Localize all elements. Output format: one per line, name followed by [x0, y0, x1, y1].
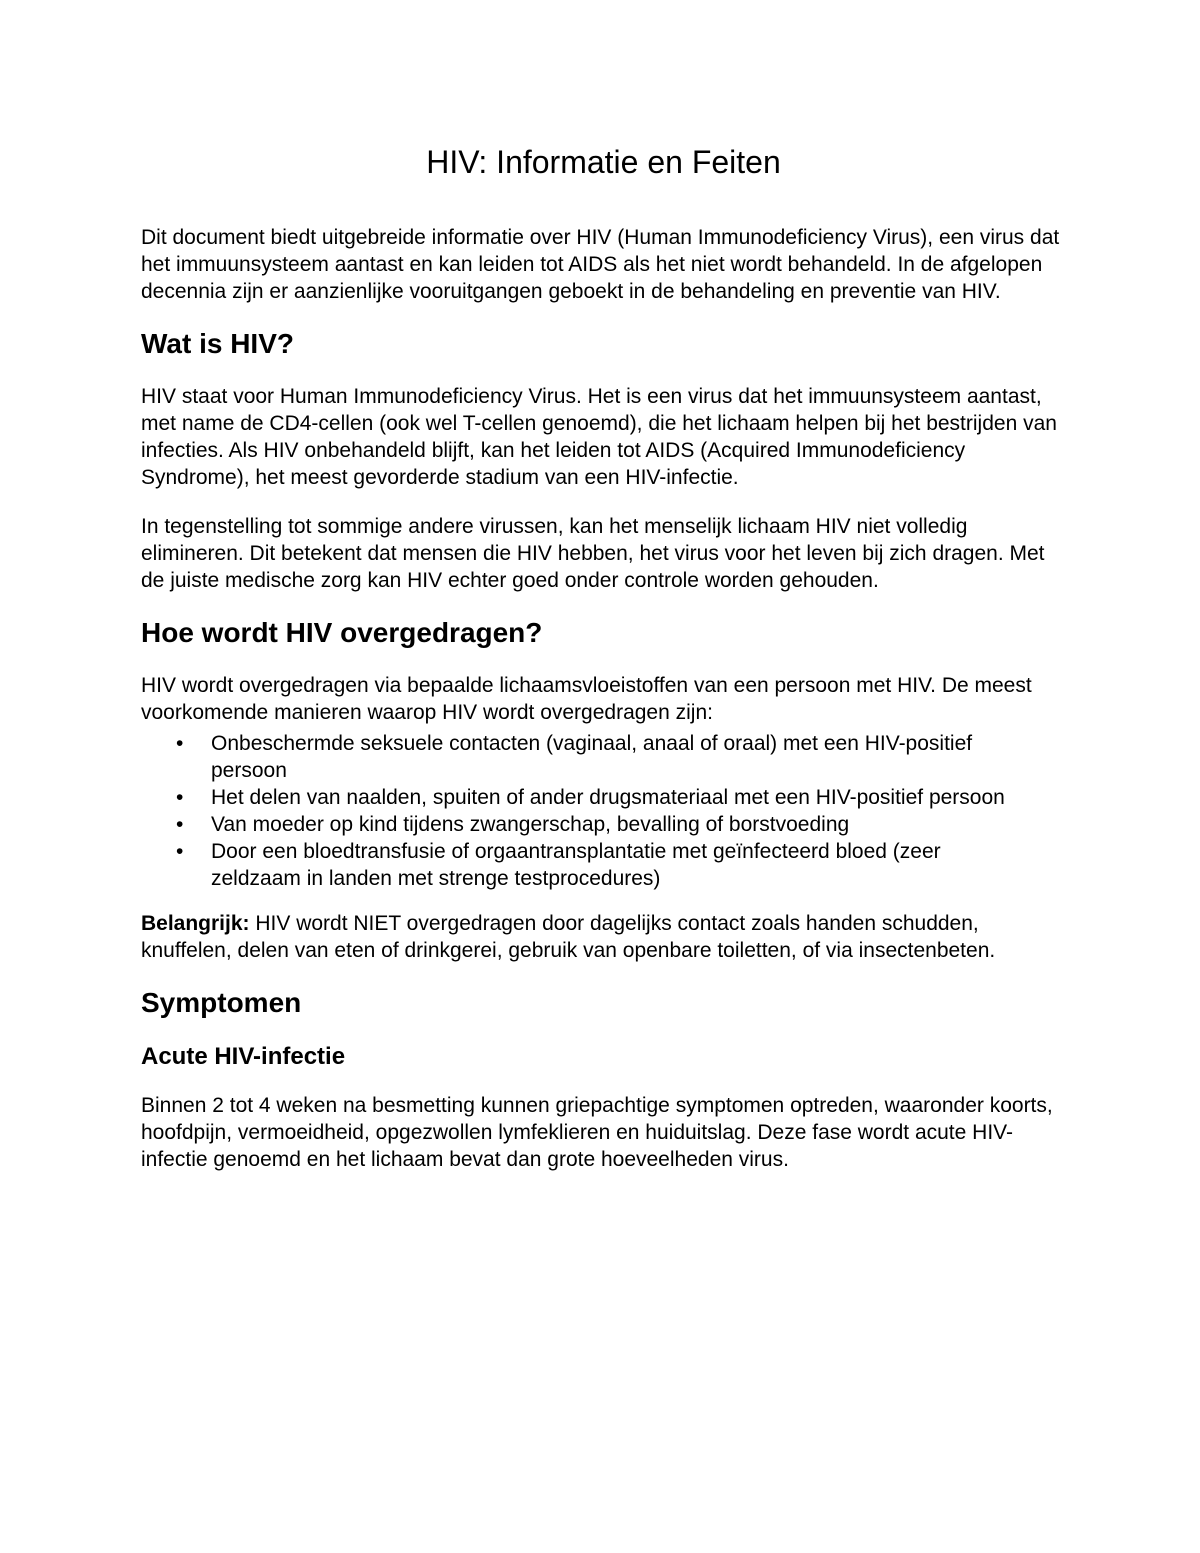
transmission-list: [141, 730, 1066, 892]
list-item: [141, 838, 1066, 892]
what-paragraph-1: HIV staat voor Human Immunodeficiency Virus. Het is een virus dat het immuunsysteem aantast, met name de CD4-cellen (ook wel T-cellen genoemd), die het lichaam helpen bij het bestrijden van infecties. Als HIV onbehandeld blijft, kan het leiden tot AIDS (Acquired Immunodeficiency Syndrome), het meest gevorderde stadium van een HIV-infectie.: [141, 385, 1057, 489]
bullet-icon: •: [176, 786, 184, 809]
heading-transmission: Hoe wordt HIV overgedragen?: [141, 617, 543, 648]
list-item: [141, 784, 1066, 811]
list-item-text: Door een bloedtransfusie of orgaantransplantatie met geïnfecteerd bloed (zeer zeldzaam in landen met strenge testprocedures): [211, 840, 941, 890]
list-item-text: Onbeschermde seksuele contacten (vaginaal, anaal of oraal) met een HIV-positief persoon: [211, 732, 973, 782]
list-item: [141, 730, 1066, 784]
heading-symptoms: Symptomen: [141, 987, 302, 1018]
document-title: HIV: Informatie en Feiten: [426, 144, 781, 180]
list-item-text: Het delen van naalden, spuiten of ander drugsmateriaal met een HIV-positief persoon: [211, 786, 1005, 809]
important-text: HIV wordt NIET overgedragen door dagelijks contact zoals handen schudden, knuffelen, delen van eten of drinkgerei, gebruik van openbare toiletten, of via insectenbeten.: [141, 912, 996, 962]
what-paragraph-2: In tegenstelling tot sommige andere virussen, kan het menselijk lichaam HIV niet volledig elimineren. Dit betekent dat mensen die HIV hebben, het virus voor het leven bij zich dragen. Met de juiste medische zorg kan HIV echter goed onder controle worden gehouden.: [141, 515, 1045, 592]
symptoms-paragraph: Binnen 2 tot 4 weken na besmetting kunnen griepachtige symptomen optreden, waaronder koorts, hoofdpijn, vermoeidheid, opgezwollen lymfeklieren en huiduitslag. Deze fase wordt acute HIV-infectie genoemd en het lichaam bevat dan grote hoeveelheden virus.: [141, 1094, 1053, 1171]
document-page: [141, 140, 1066, 1195]
important-note: [141, 910, 1066, 964]
subheading-acute-infection: Acute HIV-infectie: [141, 1043, 346, 1070]
transmission-intro: HIV wordt overgedragen via bepaalde lichaamsvloeistoffen van een persoon met HIV. De meest voorkomende manieren waarop HIV wordt overgedragen zijn:: [141, 674, 1032, 724]
intro-paragraph: Dit document biedt uitgebreide informatie over HIV (Human Immunodeficiency Virus), een virus dat het immuunsysteem aantast en kan leiden tot AIDS als het niet wordt behandeld. In de afgelopen decennia zijn er aanzienlijke vooruitgangen geboekt in de behandeling en preventie van HIV.: [141, 226, 1060, 303]
bullet-icon: •: [176, 732, 184, 755]
bullet-icon: •: [176, 840, 184, 863]
list-item-text: Van moeder op kind tijdens zwangerschap, bevalling of borstvoeding: [211, 813, 850, 836]
list-item: [141, 811, 1066, 838]
heading-what-is-hiv: Wat is HIV?: [141, 328, 294, 359]
important-label: Belangrijk:: [141, 912, 250, 935]
bullet-icon: •: [176, 813, 184, 836]
